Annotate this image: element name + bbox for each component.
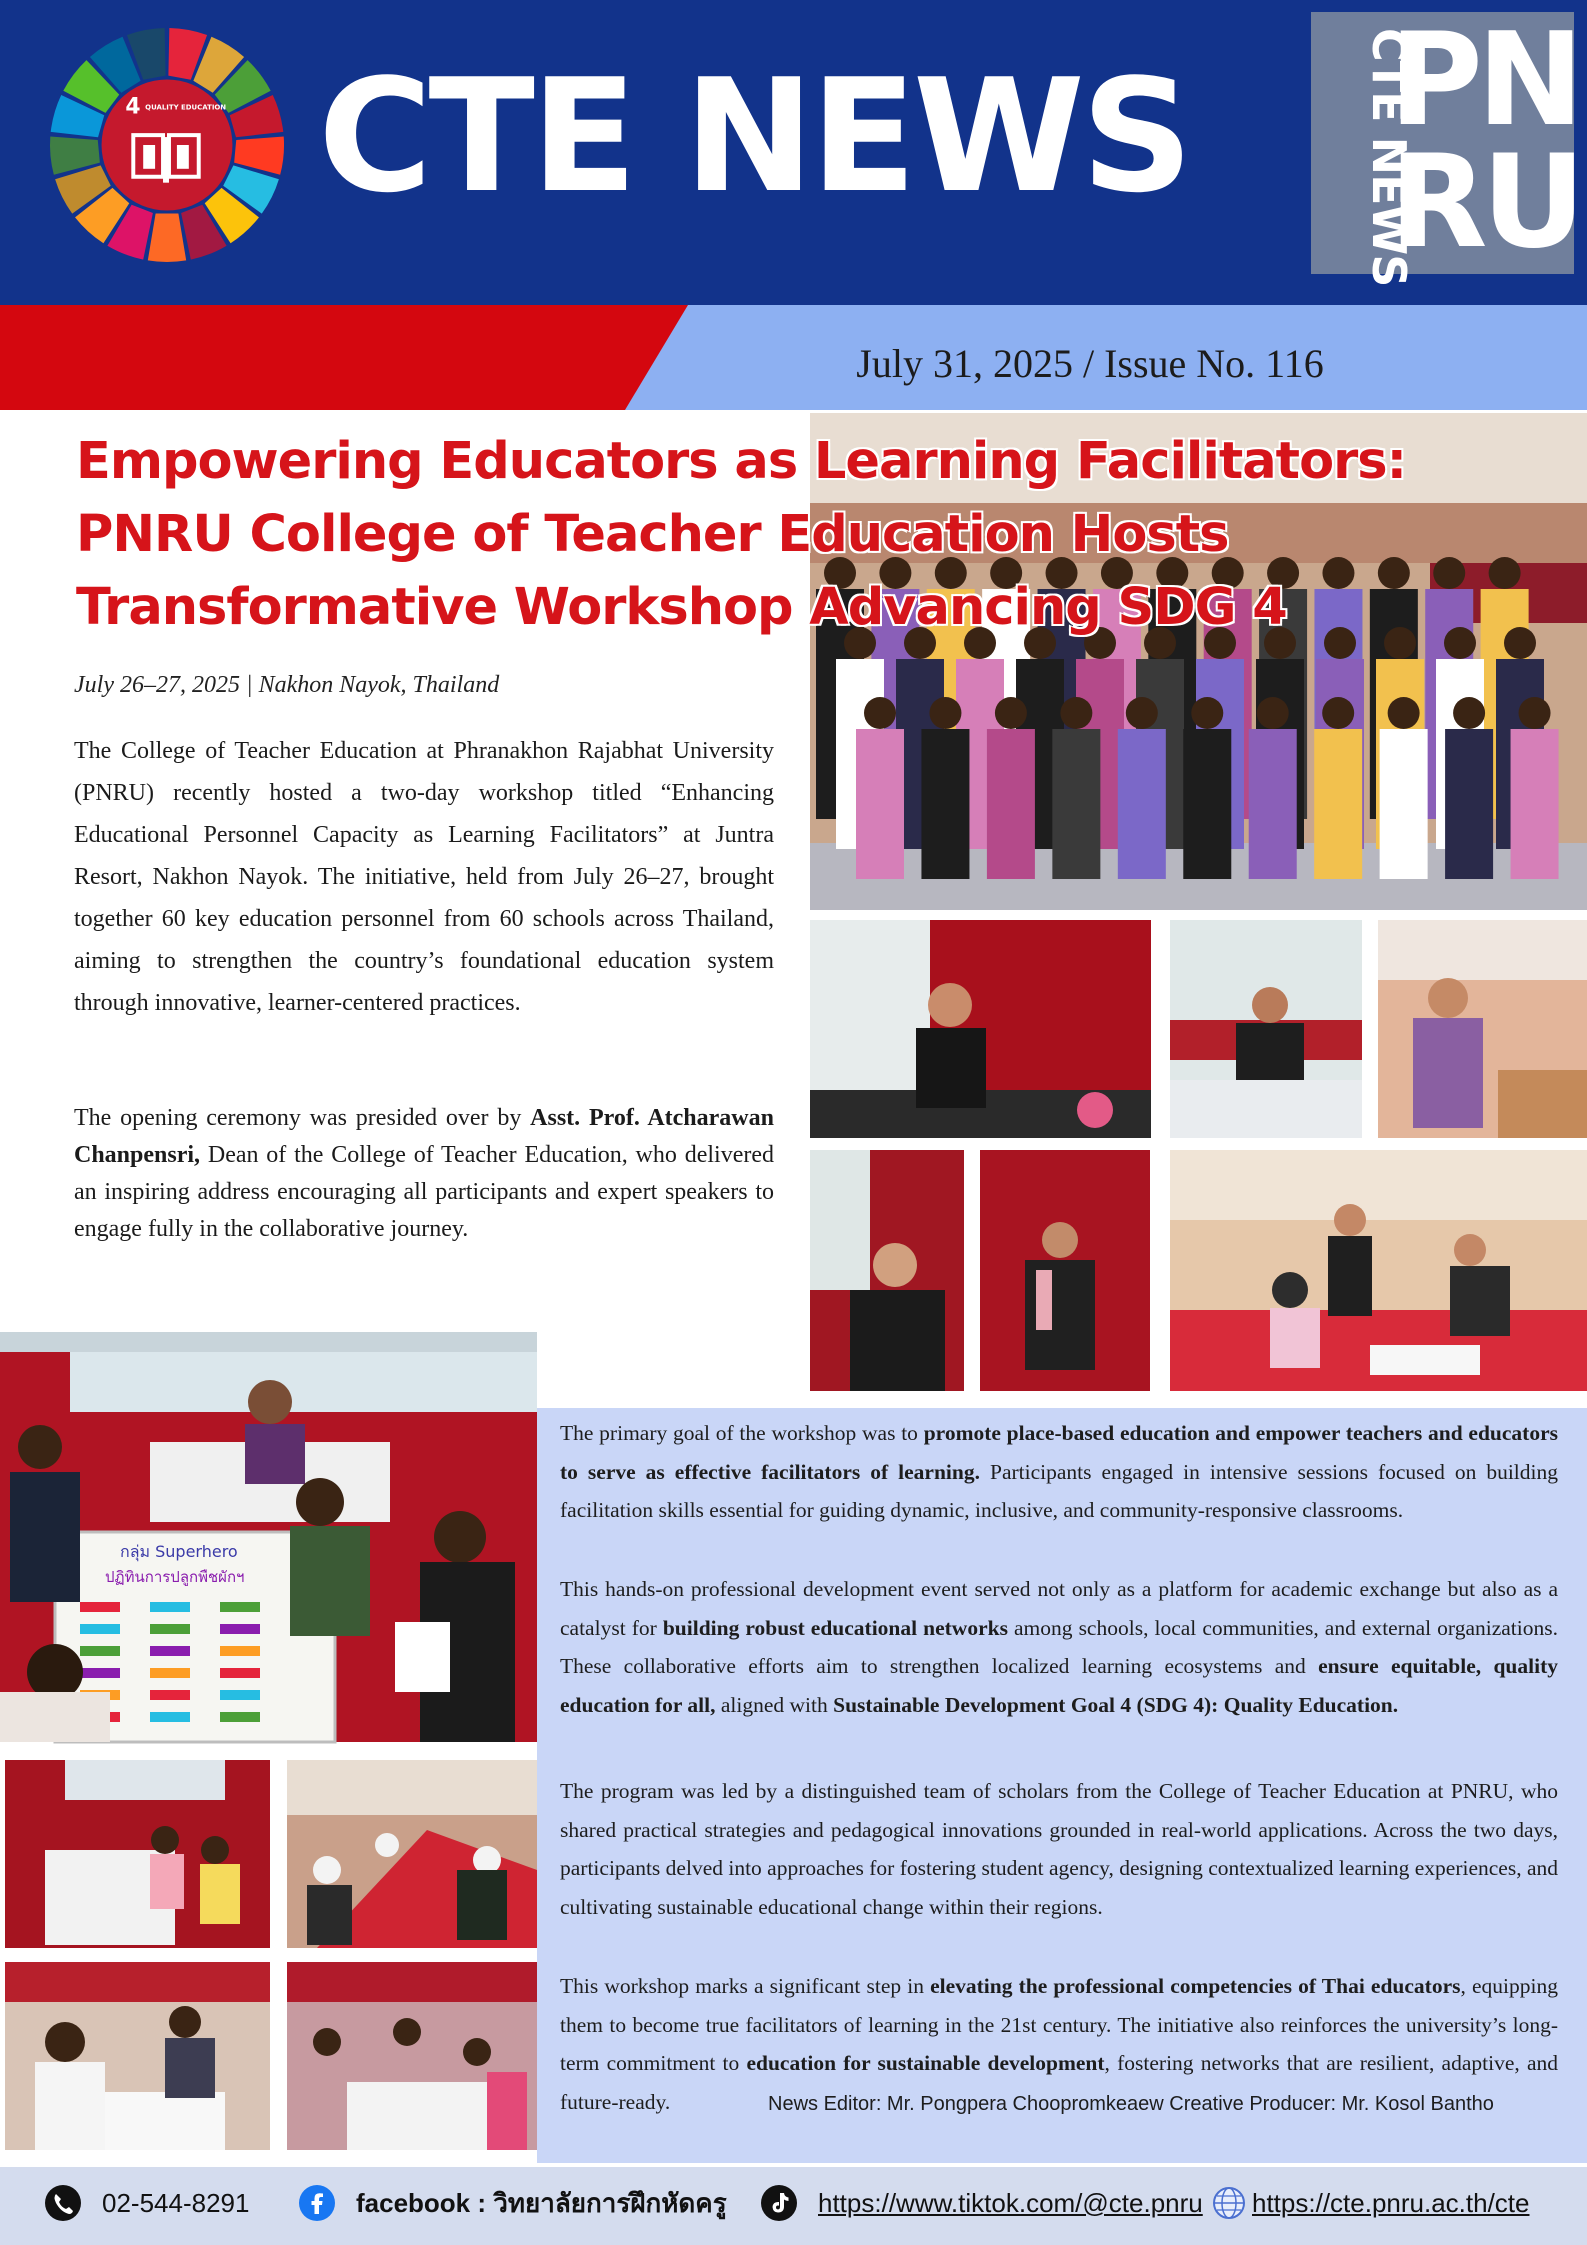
website-url: https://cte.pnru.ac.th/cte xyxy=(1252,2187,1530,2218)
sdg-wheel-logo xyxy=(48,26,286,264)
tiktok-url: https://www.tiktok.com/@cte.pnru xyxy=(818,2187,1203,2218)
person-head xyxy=(1504,627,1536,659)
speaker-photo-1 xyxy=(810,920,1151,1138)
logo-letters-bottom: RU xyxy=(1389,128,1580,277)
intro-paragraph: The College of Teacher Education at Phranakhon Rajabhat University (PNRU) recently hosted a two-day workshop titled “Enhancing Educational Personnel Capacity as Learning Facilitators” at Juntra Resort, Nakhon Nayok. The initiative, held from July 26–27, brought together 60 key education personnel from 60 schools across Thailand, aiming to strengthen the country’s foundational education system through innovative, learner-centered practices. xyxy=(74,738,774,1016)
tiktok-icon xyxy=(760,2184,798,2222)
poster-mark xyxy=(150,1602,190,1612)
poster-mark xyxy=(220,1602,260,1612)
person-head xyxy=(929,697,961,729)
sdg-number: 4 xyxy=(125,94,141,120)
person-head xyxy=(995,697,1027,729)
group-work-photo-1 xyxy=(1170,1150,1587,1391)
credits-line: News Editor: Mr. Pongpera Choopromkeaew Creative Producer: Mr. Kosol Bantho xyxy=(768,2093,1494,2115)
person-head xyxy=(1322,697,1354,729)
person-body xyxy=(1249,729,1297,879)
speaker-photo-2 xyxy=(1170,920,1362,1138)
person-head xyxy=(1519,697,1551,729)
poster-mark xyxy=(150,1668,190,1678)
poster-mark xyxy=(80,1668,120,1678)
phone-icon xyxy=(44,2184,82,2222)
tiktok-link[interactable] xyxy=(760,2178,1203,2228)
speaker-photo-5 xyxy=(980,1150,1150,1391)
dean-name: Asst. Prof. Atcharawan Chanpensri, xyxy=(74,1105,774,1168)
workshop-photo-1 xyxy=(5,1760,270,1948)
person-head xyxy=(1388,697,1420,729)
phone-number: 02-544-8291 xyxy=(102,2187,250,2218)
svg-text:CTE NEWS: CTE NEWS xyxy=(1362,28,1416,287)
conclusion-paragraph: This workshop marks a significant step in elevating the professional competencies of Thai educators, equipping them to become true facilitators of learning in the 21st century. The initiative also reinforces the university’s long-term commitment to education for sustainable development, fostering networks that are resilient, adaptive, and future-ready. xyxy=(560,1974,1558,2114)
poster-mark xyxy=(80,1646,120,1656)
poster-subheading: ปฏิทินการปลูกพืชผักฯ xyxy=(105,1568,245,1586)
person-body xyxy=(1380,729,1428,879)
person-head xyxy=(1060,697,1092,729)
poster-mark xyxy=(220,1668,260,1678)
dateline: July 26–27, 2025 | Nakhon Nayok, Thailand xyxy=(74,672,500,698)
title-line-1: Empowering Educators as Learning Facilitators: xyxy=(76,432,1407,491)
opening-paragraph: The opening ceremony was presided over by Asst. Prof. Atcharawan Chanpensri, Dean of the College of Teacher Education, who delivered an inspiring address encouraging all participants and expert speakers to engage fully in the collaborative journey. xyxy=(74,1105,774,1242)
goal-paragraph: The primary goal of the workshop was to promote place-based education and empower teachers and educators to serve as effective facilitators of learning. Participants engaged in intensive sessions focused on building facilitation skills essential for guiding dynamic, inclusive, and community-responsive classrooms. xyxy=(560,1421,1559,1522)
person-body xyxy=(1183,729,1231,879)
poster-mark xyxy=(150,1646,190,1656)
program-paragraph: The program was led by a distinguished team of scholars from the College of Teacher Education at PNRU, who shared practical strategies and pedagogical innovations grounded in real-world applications. Across the two days, participants delved into approaches for fostering student agency, designing contextualized learning experiences, and cultivating sustainable educational change within their regions. xyxy=(560,1779,1558,1919)
person-body xyxy=(1314,729,1362,879)
person-head xyxy=(1433,557,1465,589)
person-head xyxy=(1444,627,1476,659)
facebook-link[interactable] xyxy=(298,2178,727,2228)
person-body xyxy=(1052,729,1100,879)
poster-mark xyxy=(80,1602,120,1612)
person-head xyxy=(1126,697,1158,729)
person-body xyxy=(1445,729,1493,879)
sdg-label: QUALITY EDUCATION xyxy=(145,103,227,112)
title-line-3: Transformative Workshop Advancing SDG 4 xyxy=(76,578,1287,637)
globe-icon xyxy=(1212,2186,1246,2220)
facebook-label: facebook : วิทยาลัยการฝึกหัดครู xyxy=(356,2187,727,2218)
poster-mark xyxy=(80,1624,120,1634)
poster-heading: กลุ่ม Superhero xyxy=(120,1542,238,1561)
workshop-photo-2 xyxy=(287,1760,537,1948)
issue-date: July 31, 2025 / Issue No. 116 xyxy=(856,341,1324,386)
poster-mark xyxy=(220,1690,260,1700)
poster-mark xyxy=(220,1646,260,1656)
speaker-photo-4 xyxy=(810,1150,964,1391)
poster-mark xyxy=(150,1690,190,1700)
workshop-photo-3 xyxy=(5,1962,270,2150)
person-head xyxy=(1378,557,1410,589)
sdg-segment xyxy=(148,213,186,262)
poster-mark xyxy=(150,1624,190,1634)
facebook-icon xyxy=(298,2184,336,2222)
superhero-poster-photo xyxy=(0,1332,537,1742)
person-body xyxy=(856,729,904,879)
person-head xyxy=(1453,697,1485,729)
speaker-photo-3 xyxy=(1378,920,1587,1138)
network-paragraph: This hands-on professional development event served not only as a platform for academic exchange but also as a catalyst for building robust educational networks among schools, local communities, and external organizations. These collaborative efforts aim to strengthen localized learning ecosystems and ensure equitable, quality education for all, aligned with Sustainable Development Goal 4 (SDG 4): Quality Education. xyxy=(560,1577,1558,1717)
person-head xyxy=(1384,627,1416,659)
person-body xyxy=(921,729,969,879)
masthead-title: CTE NEWS xyxy=(318,45,1190,227)
poster-mark xyxy=(220,1624,260,1634)
title-line-2: PNRU College of Teacher Education Hosts xyxy=(76,505,1229,564)
article-title xyxy=(76,425,1407,644)
poster-mark xyxy=(150,1712,190,1722)
logo-vertical-text xyxy=(1329,24,1416,287)
person-body xyxy=(1118,729,1166,879)
person-head xyxy=(1489,557,1521,589)
person-head xyxy=(1257,697,1289,729)
phone-contact[interactable] xyxy=(44,2178,249,2228)
poster-mark xyxy=(220,1712,260,1722)
website-link[interactable] xyxy=(1212,2178,1529,2228)
person-head xyxy=(1191,697,1223,729)
workshop-photo-4 xyxy=(287,1962,537,2150)
person-head xyxy=(864,697,896,729)
person-body xyxy=(1511,729,1559,879)
logo-letters-top: PN xyxy=(1389,6,1578,155)
pnru-logo xyxy=(1311,6,1580,287)
person-body xyxy=(987,729,1035,879)
